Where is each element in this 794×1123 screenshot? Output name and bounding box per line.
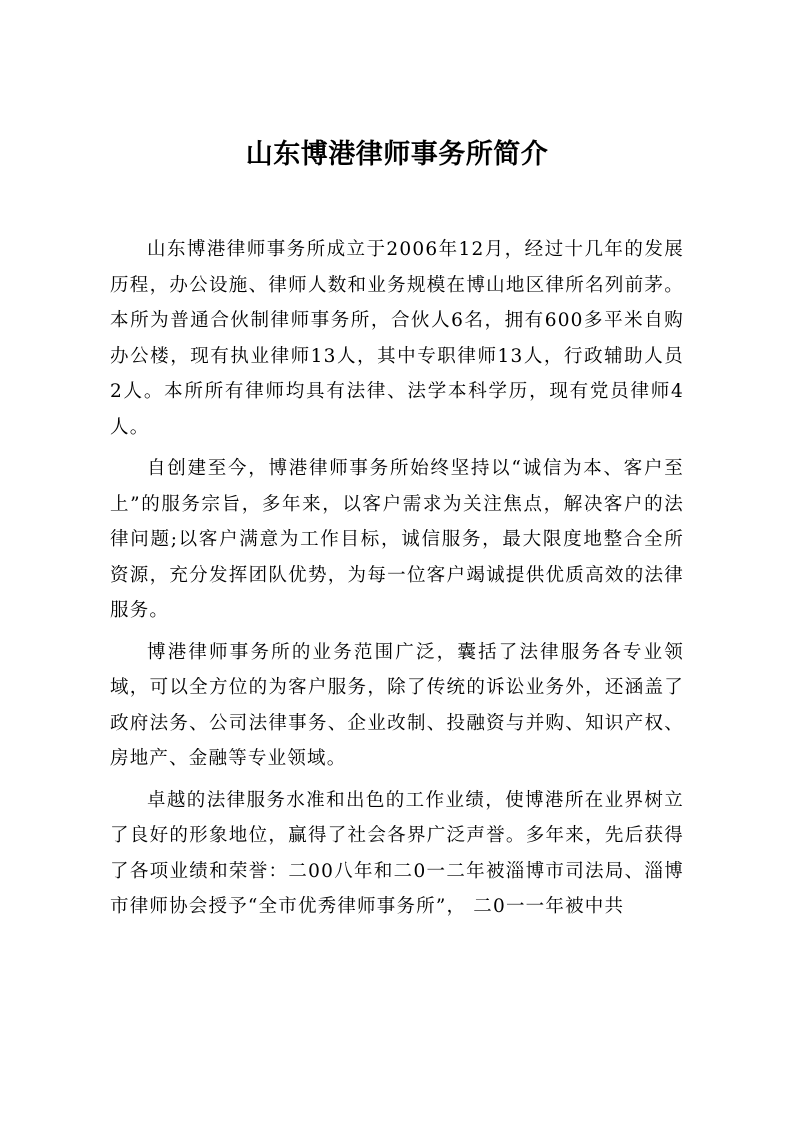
paragraph-honors: 卓越的法律服务水准和出色的工作业绩，使博港所在业界树立了良好的形象地位，赢得了社会各界广泛声誉。多年来，先后获得了各项业绩和荣誉：二00八年和二0一二年被淄博市司法局、淄博市律师协会授予“全市优秀律师事务所”， 二0一一年被中共 (110, 789, 684, 917)
document-title: 山东博港律师事务所简介 (245, 139, 549, 170)
paragraph-founding: 山东博港律师事务所成立于2006年12月，经过十几年的发展历程，办公设施、律师人数和业务规模在博山地区律所名列前茅。本所为普通合伙制律师事务所，合伙人6名，拥有600多平米自购办公楼，现有执业律师13人，其中专职律师13人，行政辅助人员2人。本所所有律师均具有法律、法学本科学历，现有党员律师4人。 (110, 239, 684, 438)
paragraph-business-scope: 博港律师事务所的业务范围广泛，囊括了法律服务各专业领域，可以全方位的为客户服务，除了传统的诉讼业务外，还涵盖了政府法务、公司法律事务、企业改制、投融资与并购、知识产权、房地产、金融等专业领域。 (110, 641, 684, 769)
paragraph-service-philosophy: 自创建至今，博港律师事务所始终坚持以“诚信为本、客户至上”的服务宗旨，多年来，以客户需求为关注焦点，解决客户的法律问题;以客户满意为工作目标，诚信服务，最大限度地整合全所资源，充分发挥团队优势，为每一位客户竭诚提供优质高效的法律服务。 (110, 458, 684, 621)
document-body (110, 232, 684, 931)
